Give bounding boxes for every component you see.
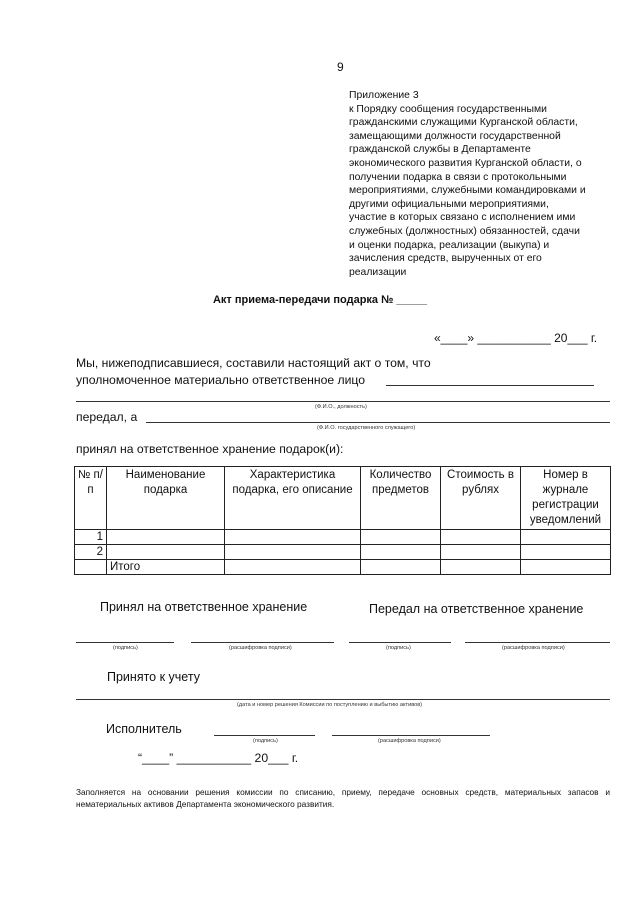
transferred-label: передал, а — [76, 410, 138, 424]
table-cell — [107, 530, 225, 545]
table-cell: 1 — [75, 530, 107, 545]
transferred-signature-line — [349, 642, 451, 643]
header-description: Характеристика подарка, его описание — [225, 467, 361, 530]
table-cell — [225, 545, 361, 560]
accepted-signature-line — [76, 642, 174, 643]
act-title: Акт приема-передачи подарка № _____ — [212, 294, 428, 306]
appendix-line: получении подарка в связи с протокольными — [349, 171, 567, 183]
intro-line-1: Мы, нижеподписавшиеся, составили настоящий акт о том, что — [76, 356, 431, 370]
table-cell — [441, 560, 521, 575]
caption-decode: (расшифровка подписи) — [229, 645, 292, 651]
caption-decode: (расшифровка подписи) — [502, 645, 565, 651]
gifts-table — [74, 466, 611, 575]
accepted-gifts-line: принял на ответственное хранение подарок(и): — [76, 442, 344, 456]
transferred-title: Передал на ответственное хранение — [369, 602, 584, 616]
table-cell — [361, 530, 441, 545]
table-cell — [521, 530, 611, 545]
table-header-row — [75, 467, 611, 530]
act-date-line: «____» ___________ 20___ г. — [434, 331, 598, 345]
header-name: Наименование подарка — [107, 467, 225, 530]
decision-line — [76, 699, 610, 700]
executor-decode-line — [332, 735, 490, 736]
responsible-person-line — [386, 385, 594, 386]
executor-label: Исполнитель — [106, 722, 182, 736]
accepted-title: Принял на ответственное хранение — [100, 600, 308, 614]
appendix-line: реализации — [349, 266, 407, 278]
table-total-row — [75, 560, 611, 575]
accepted-decode-line — [191, 642, 334, 643]
table-row — [75, 530, 611, 545]
table-cell — [225, 560, 361, 575]
appendix-line: замещающими должности государственной — [349, 130, 561, 142]
appendix-line: и оценки подарка, реализации (выкупа) и — [349, 239, 550, 251]
caption-signature: (подпись) — [113, 645, 138, 651]
intro-line-2: уполномоченное материально ответственное лицо — [76, 373, 366, 387]
table-cell — [521, 560, 611, 575]
appendix-line: гражданской службы в Департаменте — [349, 144, 531, 156]
appendix-line: гражданскими служащими Курганской области, — [349, 117, 578, 129]
caption-signature: (подпись) — [386, 645, 411, 651]
table-cell — [75, 560, 107, 575]
table-cell — [361, 545, 441, 560]
header-quantity: Количество предметов — [361, 467, 441, 530]
executor-signature-line — [214, 735, 315, 736]
employee-line — [146, 422, 610, 423]
appendix-line: мероприятиями, служебными командировками и — [349, 185, 586, 197]
appendix-line: служебных (должностных) обязанностей, сдачи — [349, 225, 580, 237]
appendix-line: экономического развития Курганской области, о — [349, 157, 582, 169]
header-cost: Стоимость в рублях — [441, 467, 521, 530]
appendix-line: Приложение 3 — [349, 90, 419, 101]
accounted-title: Принято к учету — [107, 670, 200, 684]
table-cell — [107, 545, 225, 560]
total-label: Итого — [107, 560, 225, 575]
table-cell — [361, 560, 441, 575]
appendix-line: зачисления средств, вырученных от его — [349, 253, 542, 265]
appendix-line: к Порядку сообщения государственными — [349, 103, 547, 115]
table-cell — [441, 545, 521, 560]
caption-signature: (подпись) — [253, 738, 278, 744]
caption-decode: (расшифровка подписи) — [378, 738, 441, 744]
appendix-line: участие в которых связано с исполнением ими — [349, 212, 576, 224]
transferred-decode-line — [465, 642, 610, 643]
page-number: 9 — [337, 60, 344, 74]
table-cell — [225, 530, 361, 545]
caption-employee: (Ф.И.О. государственного служащего) — [317, 425, 416, 431]
caption-position: (Ф.И.О., должность) — [315, 404, 367, 410]
header-number: № п/п — [75, 467, 107, 530]
position-line — [76, 401, 610, 402]
executor-date-line: “____” ___________ 20___ г. — [138, 751, 299, 765]
appendix-line: другими официальными мероприятиями, — [349, 198, 549, 210]
table-row — [75, 545, 611, 560]
footnote: Заполняется на основании решения комиссии по списанию, приему, передаче основных средств, материальных запасов и нематериальных активов Департамента экономического развития. — [76, 787, 610, 809]
table-cell: 2 — [75, 545, 107, 560]
caption-decision: (дата и номер решения Комиссии по поступлению и выбытию активов) — [237, 702, 423, 708]
table-cell — [441, 530, 521, 545]
appendix-header — [349, 89, 619, 279]
header-journal-number: Номер в журнале регистрации уведомлений — [521, 467, 611, 530]
table-cell — [521, 545, 611, 560]
